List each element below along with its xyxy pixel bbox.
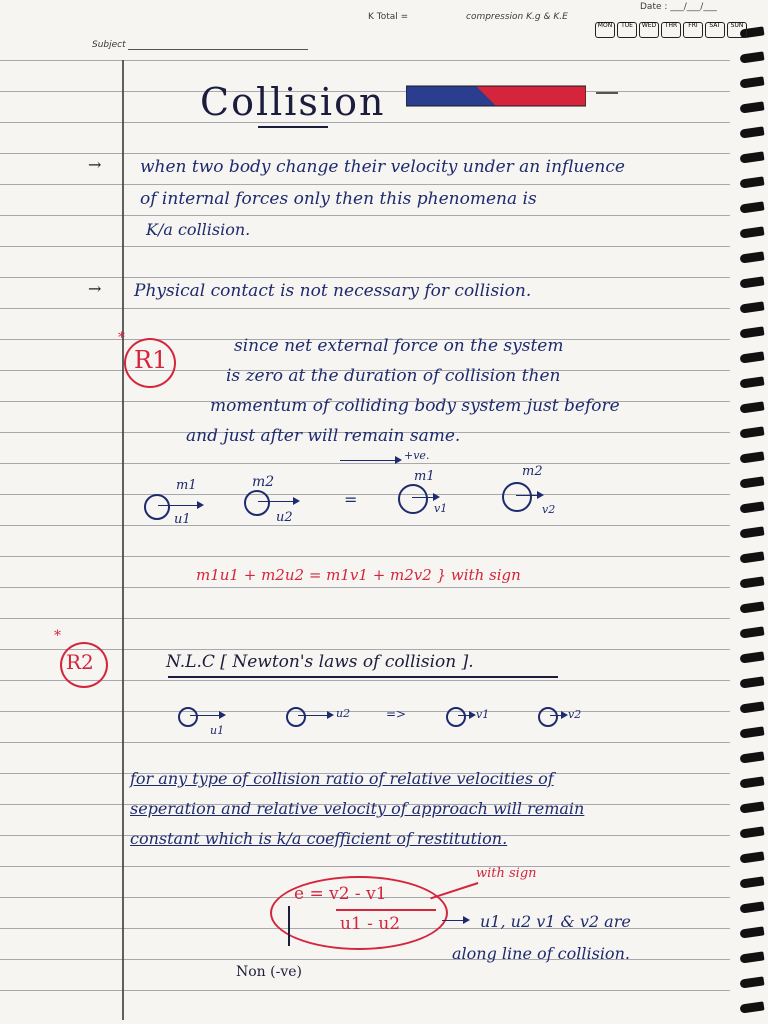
date-label: Date : ___/___/___ [640, 2, 717, 12]
r1-star-icon: * [118, 330, 125, 346]
spiral-ring [739, 376, 764, 388]
nlc-u1-label: u1 [210, 724, 225, 737]
margin-line [122, 60, 124, 1020]
positive-direction-arrow-icon [340, 460, 400, 461]
spiral-ring [739, 451, 764, 463]
u1-label: u1 [174, 512, 191, 527]
ruled-line [0, 494, 730, 495]
spiral-ring [739, 351, 764, 363]
m2-before-label: m2 [252, 474, 275, 490]
spiral-ring [739, 626, 764, 638]
spiral-ring [739, 776, 764, 788]
title-banner [406, 84, 586, 108]
nlc-u2-label: u2 [336, 707, 351, 720]
ruled-line [0, 246, 730, 247]
day-boxes [595, 22, 755, 41]
non-ve-label: Non (-ve) [236, 964, 302, 980]
spiral-ring [739, 276, 764, 288]
ruled-line [0, 463, 730, 464]
spiral-ring [739, 126, 764, 138]
v2-label: v2 [542, 503, 556, 516]
r1-badge: R1 [134, 346, 168, 374]
spiral-ring [739, 201, 764, 213]
spiral-ring [739, 476, 764, 488]
spiral-ring [739, 826, 764, 838]
body2-before [244, 490, 270, 516]
ruled-line [0, 618, 730, 619]
spiral-ring [739, 601, 764, 613]
r1-line3: momentum of colliding body system just before [210, 396, 620, 416]
ruled-line [0, 153, 730, 154]
subject-label: Subject [92, 40, 126, 50]
nlc-heading: N.L.C [ Newton's laws of collision ]. [166, 652, 474, 672]
formula-fraction-bar [336, 909, 436, 911]
title-underline [258, 126, 328, 128]
formula-arrow-icon [442, 920, 468, 921]
formula-denominator: u1 - u2 [340, 914, 401, 934]
day-box: SAT [705, 22, 725, 38]
nlc-u2-arrow-icon [298, 715, 332, 716]
spiral-ring [739, 326, 764, 338]
nlc-body2-after [538, 707, 558, 727]
nlc-implies: => [386, 707, 407, 721]
spiral-ring [739, 726, 764, 738]
momentum-equation: m1u1 + m2u2 = m1v1 + m2v2 } with sign [196, 566, 521, 584]
ruled-line [0, 60, 730, 61]
spiral-ring [739, 651, 764, 663]
nlc-v2-arrow-icon [550, 715, 566, 716]
r2-line3: constant which is k/a coefficient of restitution. [130, 829, 508, 848]
spiral-ring [739, 576, 764, 588]
nlc-v1-label: v1 [476, 708, 490, 721]
spiral-ring [739, 151, 764, 163]
day-box: THR [661, 22, 681, 38]
ruled-line [0, 556, 730, 557]
v1-arrow-icon [412, 497, 438, 498]
spiral-ring [739, 801, 764, 813]
nlc-v2-label: v2 [568, 708, 582, 721]
spiral-ring [739, 676, 764, 688]
ruled-line [0, 742, 730, 743]
spiral-ring [739, 1001, 764, 1013]
r1-line4: and just after will remain same. [186, 426, 461, 446]
spiral-ring [739, 976, 764, 988]
day-box: FRI [683, 22, 703, 38]
day-box: SUN [727, 22, 747, 38]
spiral-ring [739, 926, 764, 938]
equals-sign: = [344, 490, 358, 509]
u2-label: u2 [276, 510, 293, 525]
day-box: TUE [617, 22, 637, 38]
spiral-ring [739, 851, 764, 863]
r2-line2: seperation and relative velocity of approach will remain [130, 799, 585, 818]
ruled-line [0, 680, 730, 681]
spiral-ring [739, 751, 764, 763]
ruled-line [0, 711, 730, 712]
non-ve-pointer [288, 906, 290, 946]
ruled-line [0, 587, 730, 588]
direction-label: +ve. [404, 449, 430, 462]
r1-line1: since net external force on the system [234, 336, 564, 356]
page-title: Collision [200, 80, 386, 124]
v1-label: v1 [434, 502, 448, 515]
with-sign-note: with sign [476, 866, 537, 881]
spiral-ring [739, 951, 764, 963]
ruled-line [0, 525, 730, 526]
u1-arrow-icon [158, 505, 202, 506]
m2-after-label: m2 [522, 464, 543, 479]
spiral-ring [739, 401, 764, 413]
r2-star-icon: * [54, 628, 61, 644]
formula-note1: u1, u2 v1 & v2 are [480, 912, 631, 931]
ruled-line [0, 308, 730, 309]
top-note-left: K Total = [368, 12, 409, 22]
spiral-ring [739, 176, 764, 188]
formula-numerator: e = v2 - v1 [294, 884, 387, 904]
point1-arrow-icon: → [88, 155, 102, 174]
spiral-ring [739, 501, 764, 513]
ruled-line [0, 215, 730, 216]
spiral-ring [739, 551, 764, 563]
spiral-ring [739, 876, 764, 888]
body2-after [502, 482, 532, 512]
spiral-ring [739, 251, 764, 263]
day-box: MON [595, 22, 615, 38]
top-note-right: compression K.g & K.E [466, 12, 568, 22]
body1-before [144, 494, 170, 520]
spiral-ring [739, 426, 764, 438]
nlc-body2-before [286, 707, 306, 727]
point1-line3: K/a collision. [146, 220, 251, 239]
spiral-ring [739, 51, 764, 63]
spiral-ring [739, 901, 764, 913]
nlc-u1-arrow-icon [190, 715, 224, 716]
point1-line1: when two body change their velocity under an influence [140, 157, 625, 177]
nlc-body1-before [178, 707, 198, 727]
r2-line1: for any type of collision ratio of relative velocities of [130, 769, 554, 788]
point2-arrow-icon: → [88, 279, 102, 298]
spiral-ring [739, 101, 764, 113]
r1-line2: is zero at the duration of collision then [226, 366, 561, 386]
ruled-line [0, 649, 730, 650]
m1-after-label: m1 [414, 469, 435, 484]
banner-dash [596, 92, 618, 94]
nlc-v1-arrow-icon [458, 715, 474, 716]
nlc-underline [168, 676, 558, 678]
spiral-ring [739, 226, 764, 238]
u2-arrow-icon [258, 501, 298, 502]
ruled-line [0, 866, 730, 867]
ruled-line [0, 184, 730, 185]
point1-line2: of internal forces only then this phenomena is [140, 189, 537, 209]
spiral-binding [720, 0, 768, 1024]
ruled-line [0, 277, 730, 278]
spiral-ring [739, 76, 764, 88]
day-box: WED [639, 22, 659, 38]
v2-arrow-icon [516, 495, 542, 496]
point2-text: Physical contact is not necessary for collision. [134, 281, 532, 301]
body1-after [398, 484, 428, 514]
formula-note2: along line of collision. [452, 944, 630, 963]
spiral-ring [739, 301, 764, 313]
nlc-body1-after [446, 707, 466, 727]
spiral-ring [739, 526, 764, 538]
spiral-ring [739, 701, 764, 713]
r2-badge: R2 [66, 650, 94, 674]
subject-underline [128, 49, 308, 50]
m1-before-label: m1 [176, 478, 197, 493]
ruled-line [0, 990, 730, 991]
